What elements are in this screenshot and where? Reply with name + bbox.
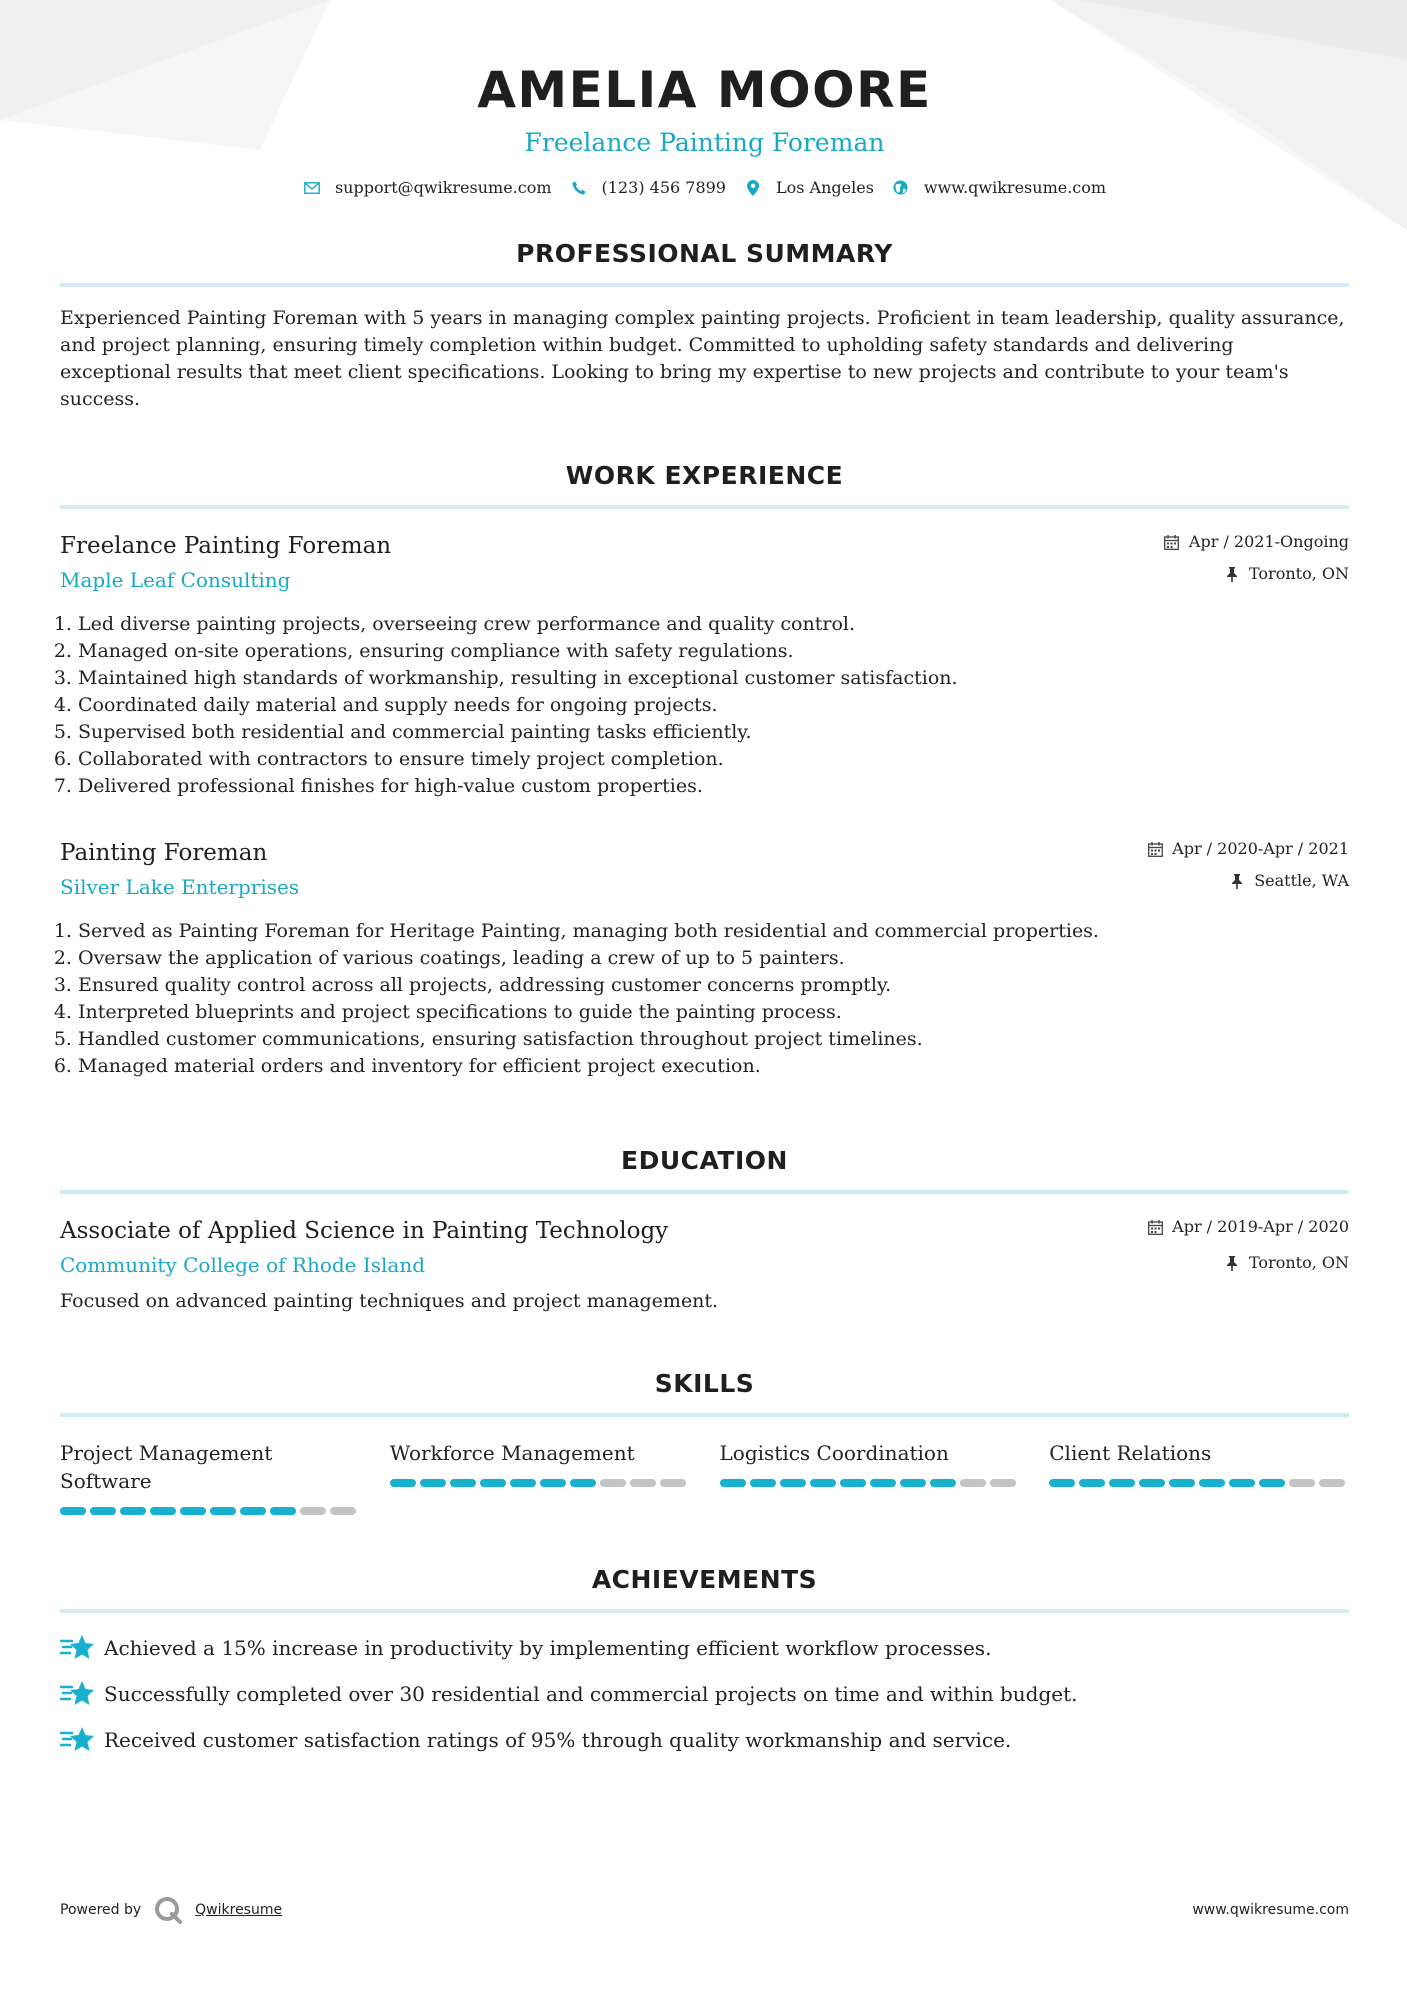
skill-rating-bar xyxy=(720,1479,1020,1487)
job-bullet: 6. Collaborated with contractors to ensure timely project completion. xyxy=(78,746,1349,773)
skill-segment xyxy=(930,1479,956,1487)
job-location: Toronto, ON xyxy=(1249,564,1349,583)
job-bullet: 3. Maintained high standards of workmanship, resulting in exceptional customer satisfaction. xyxy=(78,665,1349,692)
job-bullet: 6. Managed material orders and inventory for efficient project execution. xyxy=(78,1053,1349,1080)
achievement-item xyxy=(60,1633,1349,1663)
skill-rating-bar xyxy=(1049,1479,1349,1487)
powered-by xyxy=(60,1895,282,1925)
job-company: Silver Lake Enterprises xyxy=(60,875,300,899)
shooting-star-icon xyxy=(60,1679,94,1709)
skill-name: Project Management Software xyxy=(60,1441,273,1493)
skill-segment xyxy=(510,1479,536,1487)
job-bullet: 2. Managed on-site operations, ensuring compliance with safety regulations. xyxy=(78,638,1349,665)
job-title: Painting Foreman xyxy=(60,840,268,866)
achievements-heading: ACHIEVEMENTS xyxy=(60,1563,1349,1613)
skill-segment xyxy=(210,1507,236,1515)
footer-website[interactable]: www.qwikresume.com xyxy=(1192,1902,1349,1918)
skill-segment xyxy=(150,1507,176,1515)
skill-segment xyxy=(300,1507,326,1515)
summary-heading: PROFESSIONAL SUMMARY xyxy=(60,237,1349,287)
experience-heading: WORK EXPERIENCE xyxy=(60,459,1349,509)
job-company: Maple Leaf Consulting xyxy=(60,568,291,592)
job-bullet: 5. Supervised both residential and commercial painting tasks efficiently. xyxy=(78,719,1349,746)
skill-segment xyxy=(960,1479,986,1487)
achievements-section xyxy=(60,1563,1349,1755)
map-pin-icon xyxy=(744,179,762,197)
pushpin-icon xyxy=(1223,1254,1241,1272)
calendar-icon xyxy=(1163,533,1181,551)
pushpin-icon xyxy=(1228,872,1246,890)
job-dates: Apr / 2021-Ongoing xyxy=(1188,532,1349,551)
calendar-icon xyxy=(1146,1218,1164,1236)
degree-title: Associate of Applied Science in Painting Technology xyxy=(60,1218,669,1244)
skill-item xyxy=(60,1439,360,1515)
education-meta xyxy=(1146,1216,1349,1274)
job-meta xyxy=(1163,531,1349,585)
envelope-icon xyxy=(303,179,321,197)
experience-section xyxy=(60,459,1349,1080)
summary-text: Experienced Painting Foreman with 5 years in managing complex painting projects. Proficient in team leadership, quality assurance, and project planning, ensuring timely completion within budget. Committed to upholding safety standards and delivering exceptional results that meet client specifications. Looking to bring my expertise to new projects and contribute to your team's success. xyxy=(60,307,1345,410)
summary-section xyxy=(60,237,1349,413)
job-bullet: 7. Delivered professional finishes for high-value custom properties. xyxy=(78,773,1349,800)
skill-segment xyxy=(1229,1479,1255,1487)
job-bullet: 2. Oversaw the application of various coatings, leading a crew of up to 5 painters. xyxy=(78,945,1349,972)
skill-segment xyxy=(1169,1479,1195,1487)
contact-info xyxy=(60,178,1349,197)
email-text: support@qwikresume.com xyxy=(334,178,552,197)
website-text: www.qwikresume.com xyxy=(923,178,1107,197)
school-name: Community College of Rhode Island xyxy=(60,1253,426,1277)
skill-segment xyxy=(450,1479,476,1487)
job-location: Seattle, WA xyxy=(1254,871,1349,890)
candidate-name: AMELIA MOORE xyxy=(477,61,932,119)
skill-segment xyxy=(810,1479,836,1487)
skill-segment xyxy=(90,1507,116,1515)
pushpin-icon xyxy=(1223,565,1241,583)
skill-segment xyxy=(660,1479,686,1487)
skill-segment xyxy=(240,1507,266,1515)
skill-segment xyxy=(900,1479,926,1487)
skill-segment xyxy=(540,1479,566,1487)
skill-segment xyxy=(480,1479,506,1487)
skills-heading: SKILLS xyxy=(60,1367,1349,1417)
skill-item xyxy=(1049,1439,1349,1515)
skill-segment xyxy=(570,1479,596,1487)
skill-segment xyxy=(120,1507,146,1515)
education-heading: EDUCATION xyxy=(60,1144,1349,1194)
skill-segment xyxy=(390,1479,416,1487)
contact-location xyxy=(744,178,874,197)
job-bullet: 4. Coordinated daily material and supply needs for ongoing projects. xyxy=(78,692,1349,719)
contact-phone[interactable] xyxy=(570,178,726,197)
job-bullet: 4. Interpreted blueprints and project specifications to guide the painting process. xyxy=(78,999,1349,1026)
skill-segment xyxy=(420,1479,446,1487)
achievement-text: Achieved a 15% increase in productivity by implementing efficient workflow processes. xyxy=(104,1636,992,1660)
globe-icon xyxy=(892,179,910,197)
skills-list xyxy=(60,1439,1349,1515)
resume-footer xyxy=(60,1895,1349,1925)
job-bullet: 3. Ensured quality control across all projects, addressing customer concerns promptly. xyxy=(78,972,1349,999)
job-bullet: 1. Led diverse painting projects, overseeing crew performance and quality control. xyxy=(78,611,1349,638)
skill-segment xyxy=(1259,1479,1285,1487)
skill-rating-bar xyxy=(60,1507,360,1515)
skill-segment xyxy=(1289,1479,1315,1487)
phone-text: (123) 456 7899 xyxy=(601,178,726,197)
achievement-item xyxy=(60,1679,1349,1709)
skill-item xyxy=(390,1439,690,1515)
phone-icon xyxy=(570,179,588,197)
skill-segment xyxy=(870,1479,896,1487)
shooting-star-icon xyxy=(60,1725,94,1755)
skill-segment xyxy=(990,1479,1016,1487)
skill-segment xyxy=(720,1479,746,1487)
skill-segment xyxy=(1199,1479,1225,1487)
job-entry xyxy=(60,531,1349,800)
job-title: Freelance Painting Foreman xyxy=(60,533,392,559)
calendar-icon xyxy=(1146,840,1164,858)
education-section xyxy=(60,1144,1349,1315)
skill-segment xyxy=(60,1507,86,1515)
skill-segment xyxy=(750,1479,776,1487)
shooting-star-icon xyxy=(60,1633,94,1663)
skill-segment xyxy=(1049,1479,1075,1487)
candidate-title: Freelance Painting Foreman xyxy=(524,128,885,157)
job-bullet: 1. Served as Painting Foreman for Heritage Painting, managing both residential and commercial properties. xyxy=(78,918,1349,945)
qwikresume-logo-icon xyxy=(153,1895,183,1925)
location-text: Los Angeles xyxy=(775,178,874,197)
skills-section xyxy=(60,1367,1349,1515)
skill-segment xyxy=(780,1479,806,1487)
skill-name: Workforce Management xyxy=(389,1441,635,1465)
skill-segment xyxy=(1139,1479,1165,1487)
job-dates: Apr / 2020-Apr / 2021 xyxy=(1172,839,1349,858)
contact-email[interactable] xyxy=(303,178,552,197)
achievement-text: Successfully completed over 30 residential and commercial projects on time and within budget. xyxy=(104,1682,1078,1706)
job-bullet: 5. Handled customer communications, ensuring satisfaction throughout project timelines. xyxy=(78,1026,1349,1053)
powered-by-label: Powered by xyxy=(60,1902,142,1918)
achievements-list xyxy=(60,1633,1349,1755)
achievement-text: Received customer satisfaction ratings of 95% through quality workmanship and service. xyxy=(104,1728,1012,1752)
skill-segment xyxy=(840,1479,866,1487)
skill-segment xyxy=(630,1479,656,1487)
achievement-item xyxy=(60,1725,1349,1755)
skill-item xyxy=(720,1439,1020,1515)
skill-rating-bar xyxy=(390,1479,690,1487)
resume-header xyxy=(60,0,1349,197)
resume-page xyxy=(60,0,1349,1755)
skill-segment xyxy=(330,1507,356,1515)
job-bullets xyxy=(60,611,1349,800)
skill-name: Client Relations xyxy=(1049,1441,1212,1465)
job-bullets xyxy=(60,918,1349,1080)
job-entry xyxy=(60,838,1349,1080)
skill-segment xyxy=(270,1507,296,1515)
skill-segment xyxy=(1079,1479,1105,1487)
skill-segment xyxy=(1109,1479,1135,1487)
education-dates: Apr / 2019-Apr / 2020 xyxy=(1172,1217,1349,1236)
education-description: Focused on advanced painting techniques and project management. xyxy=(60,1290,719,1312)
skill-segment xyxy=(600,1479,626,1487)
skill-segment xyxy=(1319,1479,1345,1487)
job-meta xyxy=(1146,838,1349,892)
qwikresume-link[interactable]: Qwikresume xyxy=(195,1902,283,1918)
skill-segment xyxy=(180,1507,206,1515)
skill-name: Logistics Coordination xyxy=(719,1441,949,1465)
education-location: Toronto, ON xyxy=(1249,1253,1349,1272)
education-entry xyxy=(60,1216,1349,1315)
contact-website[interactable] xyxy=(892,178,1106,197)
